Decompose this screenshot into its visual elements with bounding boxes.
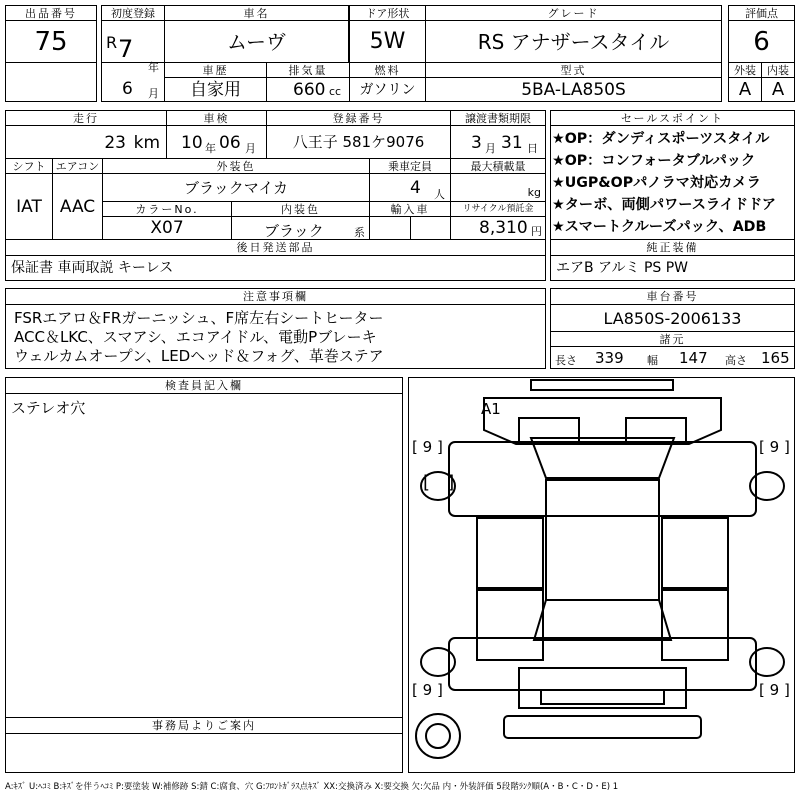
int-grade: A (761, 77, 795, 102)
tire-mark: [ 9 ] (412, 438, 443, 456)
door-label: ドア形状 (349, 5, 426, 21)
shift: IAT (5, 173, 53, 240)
note-line: ACC＆LKC、スマアシ、エコアイドル、電動Pブレーキ (14, 328, 377, 346)
sales-point: ★OP：ダンディスポーツスタイル (552, 131, 770, 147)
history-label: 車歴 (164, 62, 267, 78)
sales-point: ★ターボ、両側パワースライドドア (552, 197, 776, 213)
inspector-label: 検査員記入欄 (5, 377, 403, 394)
transfer-deadline: 3 月 31 日 (450, 125, 546, 159)
legend: A:ｷｽﾞ U:ﾍｺﾐ B:ｷｽﾞを伴うﾍｺﾐ P:要塗装 W:補修跡 S:錆 C:腐食、穴 G:ﾌﾛﾝﾄｶﾞﾗｽ点ｷｽﾞ XX:交換済み X:要交換 欠:欠品 内・外装評価 5段階ﾗﾝｸ順(A・B・C・D・E) 1 (5, 782, 619, 792)
front-bumper-shape (531, 380, 673, 390)
score-label: 評価点 (728, 5, 795, 21)
rear-bumper-shape (541, 690, 664, 704)
inspection-label: 車検 (166, 110, 267, 126)
rear-window-shape (534, 600, 671, 640)
sales-point: ★OP：コンフォータブルパック (552, 153, 756, 169)
mileage: 23 km (5, 125, 167, 159)
later-label: 後日発送部品 (5, 239, 546, 256)
ext-color-label: 外装色 (102, 158, 370, 174)
reg-divider (101, 62, 165, 63)
max-load-label: 最大積載量 (450, 158, 546, 174)
int-grade-label: 内装 (761, 62, 795, 78)
front-door-right (662, 518, 728, 588)
ext-grade-label: 外装 (728, 62, 762, 78)
sales-point: ★スマートクルーズパック、ADB (552, 219, 767, 235)
tire-mark: [ 9 ] (759, 681, 790, 699)
int-color: ブラック 系 (231, 216, 370, 240)
tire-mark: [ 9 ] (412, 681, 443, 699)
lot-label: 出品番号 (5, 5, 97, 21)
int-color-label: 内装色 (231, 201, 370, 217)
first-registration: R 7 年 6 月 (101, 20, 165, 102)
sales-points (550, 125, 795, 240)
score: 6 (728, 20, 795, 63)
lot-blank (5, 62, 97, 102)
office-notes (5, 733, 403, 773)
note-line: FSRエアロ＆FRガーニッシュ、F席左右シートヒーター (14, 309, 384, 327)
grade: RS アナザースタイル (425, 20, 722, 63)
specs: 長さ 339 幅 147 高さ 165 (550, 346, 795, 369)
recycle-fee: 8,310 円 (450, 216, 546, 240)
max-load: kg (450, 173, 546, 202)
mileage-label: 走行 (5, 110, 167, 126)
ext-color: ブラックマイカ (102, 173, 370, 202)
capacity-label: 乗車定員 (369, 158, 451, 174)
car-name: ムーヴ (164, 20, 349, 63)
car-diagram (408, 377, 795, 773)
roof-shape (546, 480, 659, 600)
car-outline (409, 378, 796, 774)
tire-mark: [ 9 ] (759, 438, 790, 456)
displacement: 660 cc (266, 77, 350, 102)
history: 自家用 (164, 77, 267, 102)
aircon: AAC (52, 173, 103, 240)
car-name-label: 車名 (164, 5, 349, 21)
import-label: 輸入車 (369, 201, 451, 217)
spare-tire-inner (426, 724, 450, 748)
ext-grade: A (728, 77, 762, 102)
tailgate-shape (519, 668, 686, 708)
aircon-label: エアコン (52, 158, 103, 174)
spare-tire-bracket: [ ] (423, 472, 455, 493)
color-no-label: カラーNo. (102, 201, 232, 217)
rear-door-left (477, 590, 543, 660)
import-divider (410, 216, 411, 240)
later-parts: 保証書 車両取説 キーレス (5, 255, 546, 281)
lot-number: 75 (5, 20, 97, 63)
specs-label: 諸元 (550, 331, 795, 347)
model-code: 5BA-LA850S (425, 77, 722, 102)
damage-mark: A1 (481, 400, 501, 418)
reg-label: 初度登録 (101, 5, 165, 21)
notes-label: 注意事項欄 (5, 288, 546, 305)
shift-label: シフト (5, 158, 53, 174)
sales-point: ★UGP&OPパノラマ対応カメラ (552, 175, 761, 191)
model-label: 型式 (425, 62, 722, 78)
color-no: X07 (102, 216, 232, 240)
rear-door-right (662, 590, 728, 660)
chassis-label: 車台番号 (550, 288, 795, 305)
recycle-label: リサイクル預託金 (450, 201, 546, 217)
inspector-notes: ステレオ穴 (5, 393, 403, 718)
rear-panel-shape (504, 716, 701, 738)
office-label: 事務局よりご案内 (5, 717, 403, 734)
plate-number: 八王子 581ケ9076 (266, 125, 451, 159)
chassis-number: LA850S-2006133 (550, 304, 795, 332)
headlight-right (626, 418, 686, 444)
capacity: 4 人 (369, 173, 451, 202)
transfer-label: 譲渡書類期限 (450, 110, 546, 126)
fuel-label: 燃料 (349, 62, 426, 78)
front-door-left (477, 518, 543, 588)
genuine-equipment: エアB アルミ PS PW (550, 255, 795, 281)
headlight-left (519, 418, 579, 444)
notes (5, 304, 546, 369)
door-type: 5W (349, 20, 426, 63)
spare-tire-outer (416, 714, 460, 758)
inspection-date: 10 年 06 月 (166, 125, 267, 159)
fuel: ガソリン (349, 77, 426, 102)
sales-label: セールスポイント (550, 110, 795, 126)
genuine-label: 純正装備 (550, 239, 795, 256)
plate-label: 登録番号 (266, 110, 451, 126)
rear-fender-shape (449, 638, 756, 690)
grade-label: グレード (425, 5, 722, 21)
note-line: ウェルカムオープン、LEDヘッド＆フォグ、革巻ステア (14, 347, 384, 365)
displacement-label: 排気量 (266, 62, 350, 78)
